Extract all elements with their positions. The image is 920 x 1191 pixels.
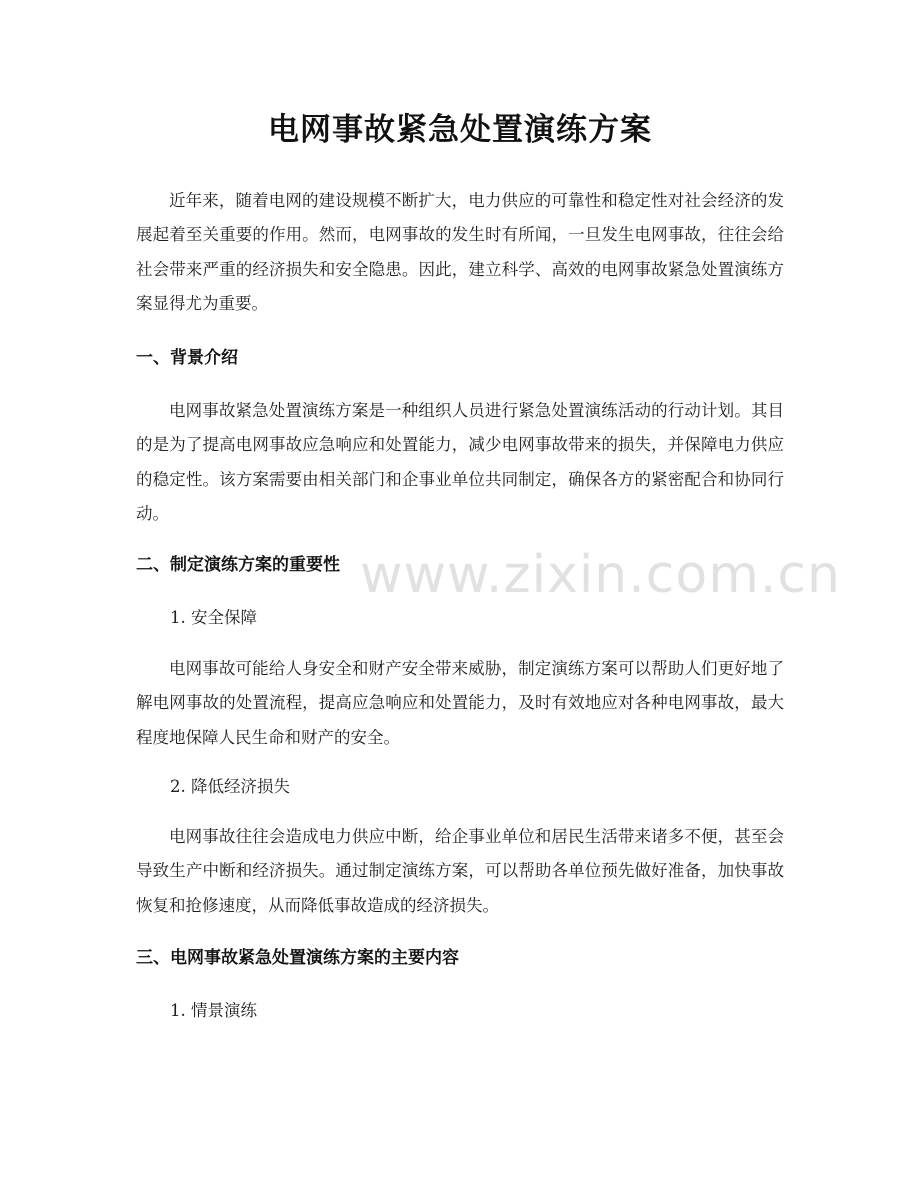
subitem-scenario-title: 1. 情景演练 [170,1001,257,1020]
subitem-safety-title: 1. 安全保障 [170,608,257,627]
section-heading-background: 一、背景介绍 [136,348,238,368]
subitem-economic-title: 2. 降低经济损失 [170,777,290,796]
section-heading-importance: 二、制定演练方案的重要性 [136,555,340,575]
safety-paragraph: 电网事故可能给人身安全和财产安全带来威胁，制定演练方案可以帮助人们更好地了解电网事故的处置流程，提高应急响应和处置能力，及时有效地应对各种电网事故，最大程度地保障人民生命和财产的安全。 [136,659,784,747]
intro-paragraph: 近年来，随着电网的建设规模不断扩大，电力供应的可靠性和稳定性对社会经济的发展起着至关重要的作用。然而，电网事故的发生时有所闻，一旦发生电网事故，往往会给社会带来严重的经济损失和安全隐患。因此，建立科学、高效的电网事故紧急处置演练方案显得尤为重要。 [136,191,784,313]
document-title: 电网事故紧急处置演练方案 [268,112,652,148]
background-paragraph: 电网事故紧急处置演练方案是一种组织人员进行紧急处置演练活动的行动计划。其目的是为了提高电网事故应急响应和处置能力，减少电网事故带来的损失，并保障电力供应的稳定性。该方案需要由相关部门和企事业单位共同制定，确保各方的紧密配合和协同行动。 [136,401,784,523]
section-heading-main-content: 三、电网事故紧急处置演练方案的主要内容 [136,948,459,968]
economic-paragraph: 电网事故往往会造成电力供应中断，给企事业单位和居民生活带来诸多不便，甚至会导致生产中断和经济损失。通过制定演练方案，可以帮助各单位预先做好准备，加快事故恢复和抢修速度，从而降低事故造成的经济损失。 [136,827,784,915]
watermark: www.zixin.com.cn [360,545,841,605]
